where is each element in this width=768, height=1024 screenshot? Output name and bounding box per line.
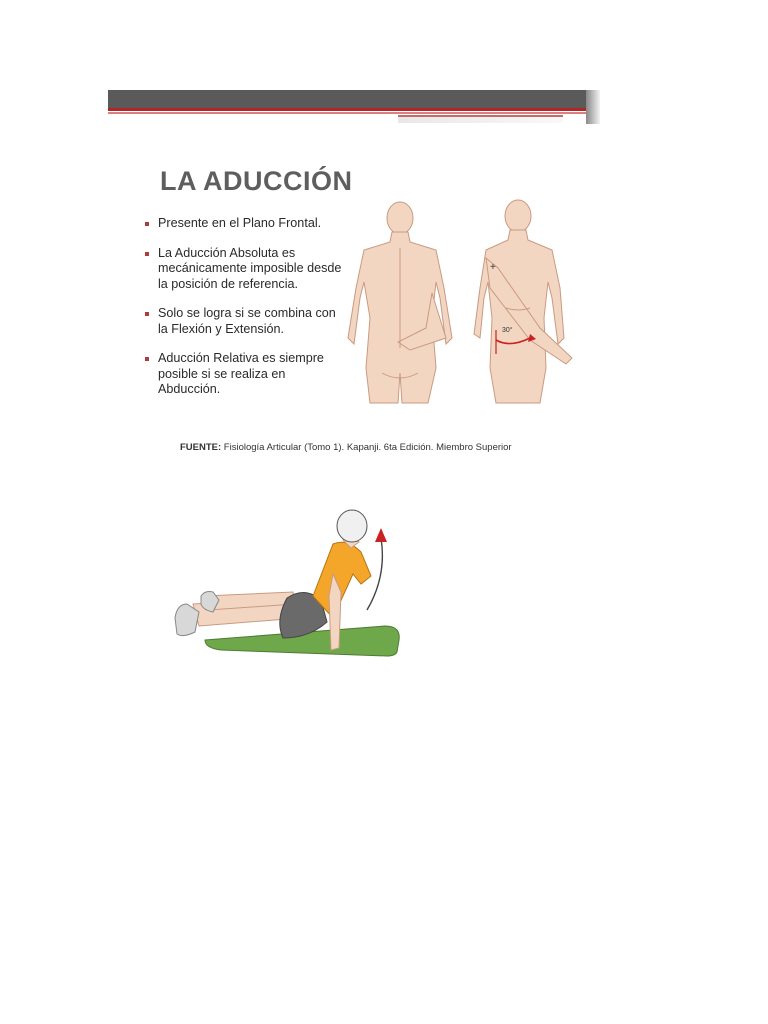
header-edge-shadow [586,90,600,124]
front-view-figure [474,200,572,403]
bullet-item [143,306,343,337]
plus-mark: + [490,262,496,273]
angle-label: 30° [502,327,513,334]
bullet-marker [145,312,149,316]
head [337,510,367,542]
stretch-exercise-illustration [165,500,415,700]
bullet-marker [145,252,149,256]
back-view-figure [348,202,452,403]
header-accent-line-light [108,112,594,114]
bullet-text: Solo se logra si se combina con la Flexión y Extensión. [158,306,336,336]
bullet-list [143,216,343,412]
bullet-marker [145,222,149,226]
bullet-text: La Aducción Absoluta es mecánicamente imposible desde la posición de referencia. [158,245,342,291]
bullet-text: Aducción Relativa es siempre posible si se realiza en Abducción. [158,351,324,396]
header-accent-line [108,108,594,111]
source-label: FUENTE: [180,442,222,453]
header-fade-red-line [398,115,563,117]
header-bar [108,90,594,108]
source-text: Fisiología Articular (Tomo 1). Kapanji. 6ta Edición. Miembro Superior [221,442,512,453]
bullet-text: Presente en el Plano Frontal. [158,216,322,230]
slide-title: LA ADUCCIÓN [160,166,353,196]
bullet-item [143,216,343,232]
bullet-item [143,246,343,293]
adduction-anatomy-illustration [340,198,590,408]
source-citation [180,442,512,453]
bullet-item [143,351,343,398]
bullet-marker [145,357,149,361]
motion-arrowhead [375,528,387,542]
